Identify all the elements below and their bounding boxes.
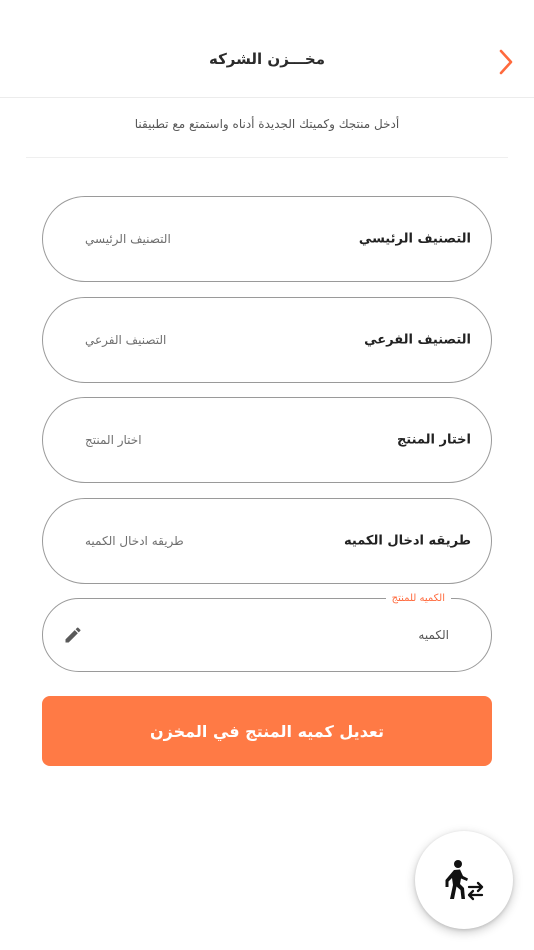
back-button[interactable] [488, 44, 524, 80]
quantity-method-value: طريقه ادخال الكميه [85, 534, 184, 548]
main-category-select[interactable] [42, 196, 492, 282]
person-walking-arrows-icon [444, 859, 484, 901]
product-select[interactable] [42, 397, 492, 483]
quantity-field-label: الكميه للمنتج [386, 593, 451, 604]
divider [26, 157, 508, 158]
product-label: اختار المنتج [396, 432, 471, 448]
quantity-input[interactable] [103, 628, 449, 642]
sub-category-select[interactable] [42, 297, 492, 383]
main-category-value: التصنيف الرئيسي [85, 232, 171, 246]
page-subtitle: أدخل منتجك وكميتك الجديدة أدناه واستمتع مع تطبيقنا [134, 117, 400, 131]
product-value: اختار المنتج [85, 433, 142, 447]
quantity-method-label: طريقه ادخال الكميه [344, 533, 471, 549]
quantity-method-select[interactable] [42, 498, 492, 584]
update-stock-button[interactable]: تعديل كميه المنتج في المخزن [42, 696, 492, 766]
sub-category-value: التصنيف الفرعي [85, 333, 167, 347]
quantity-field [42, 593, 492, 672]
pencil-icon-glyph [63, 625, 83, 645]
chevron-right-icon [498, 48, 514, 76]
pencil-icon[interactable] [61, 623, 85, 647]
sub-category-label: التصنيف الفرعي [364, 332, 471, 348]
page-title: مخـــزن الشركه [208, 50, 326, 68]
floating-action-button[interactable] [415, 831, 513, 929]
app-header [0, 0, 534, 98]
main-category-label: التصنيف الرئيسي [358, 231, 471, 247]
